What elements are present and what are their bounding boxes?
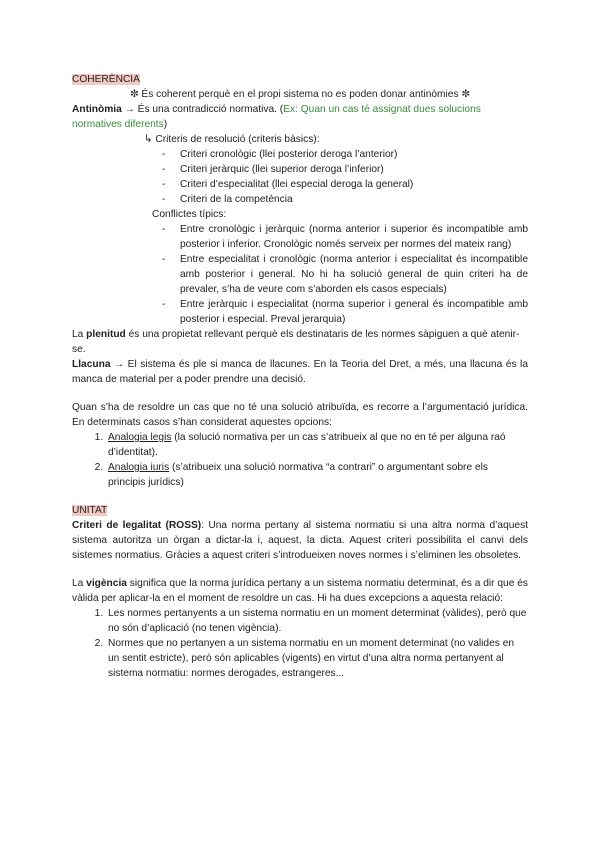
criteris-title: ↳ Criteris de resolució (criteris bàsics): — [144, 134, 320, 145]
list-item: - Criteri jeràrquic (llei superior deroga l’inferior) — [180, 162, 528, 177]
conflictes-list — [72, 222, 528, 327]
llacuna-term: Llacuna — [72, 359, 111, 370]
llacuna-paragraph: Llacuna → El sistema és ple si manca de llacunes. En la Teoria del Dret, a més, una llacuna és la manca de material per a poder prendre una decisió. — [72, 359, 528, 385]
document-page — [72, 72, 528, 681]
conflictes-title: Conflictes típics: — [152, 209, 227, 220]
list-item: - Entre especialitat i cronològic (norma anterior i especialitat és incompatible amb posterior i general. No hi ha solució general de quin criteri ha de prevaler, s’ha de veure com s’aborden els casos especials) — [180, 252, 528, 297]
antinomia-term: Antinòmia — [72, 104, 122, 115]
antinomia-paragraph: Antinòmia → És una contradicció normativa. (Ex: Quan un cas té assignat dues solucions normatives diferents) — [72, 104, 481, 130]
list-item: 2. Analogia iuris (s’atribueix una solució normativa “a contrari” o argumentant sobre els principis jurídics) — [106, 460, 528, 490]
list-item: - Entre jeràrquic i especialitat (norma superior i general és incompatible amb posterior i especial. Preval jerarquia) — [180, 297, 528, 327]
coherencia-heading: COHERÈNCIA — [72, 74, 140, 85]
criteri-legalitat-paragraph: Criteri de legalitat (ROSS): Una norma pertany al sistema normatiu si una altra norma d’aquest sistema autoritza un òrgan a dictar-la i, aquest, la dicta. Aquest criteri possibilita el canvi dels sistemes normatius. Gràcies a aquest criteri s’introdueixen noves normes i s’eliminen les obsoletes. — [72, 520, 528, 561]
plenitud-paragraph: La plenitud és una propietat rellevant perquè els destinataris de les normes sàpiguen a què atenir-se. — [72, 329, 520, 355]
list-item: - Entre cronològic i jeràrquic (norma anterior i superior és incompatible amb posterior i inferior. Cronològic només serveix per normes del mateix rang) — [180, 222, 528, 252]
antinomia-example: Ex: Quan un cas té assignat dues solucions normatives diferents — [72, 104, 481, 130]
list-item: - Criteri de la competència — [180, 192, 528, 207]
criteri-legalitat-term: Criteri de legalitat (ROSS) — [72, 520, 202, 531]
criteris-list — [72, 147, 528, 207]
quan-paragraph: Quan s’ha de resoldre un cas que no té una solució atribuïda, es recorre a l’argumentació jurídica. En determinats casos s’han considerat aquestes opcions: — [72, 402, 528, 428]
list-item: 1. Analogia legis (la solució normativa per un cas s’atribueix al que no en té per alguna raó d’identitat). — [106, 430, 528, 460]
list-item: 1. Les normes pertanyents a un sistema normatiu en un moment determinat (vàlides), però que no són d’aplicació (no tenen vigència). — [106, 606, 528, 636]
list-item: - Criteri d’especialitat (llei especial deroga la general) — [180, 177, 528, 192]
vigencia-paragraph: La vigència significa que la norma jurídica pertany a un sistema normatiu determinat, és a dir que és vàlida per aplicar-la en el moment de resoldre un cas. Hi ha dues excepcions a aquesta relació: — [72, 578, 528, 604]
plenitud-term: plenitud — [86, 329, 126, 340]
analogies-list — [72, 430, 528, 490]
coherencia-statement: ✼ És coherent perquè en el propi sistema no es poden donar antinòmies ✼ — [130, 89, 470, 100]
excepcions-list — [72, 606, 528, 681]
list-item: 2. Normes que no pertanyen a un sistema normatiu en un moment determinat (no valides en un sentit estricte), però són aplicables (vigents) en virtut d’una altra norma pertanyent al sistema normatiu: normes derogades, estrangeres... — [106, 636, 528, 681]
unitat-heading: UNITAT — [72, 505, 108, 516]
vigencia-term: vigència — [86, 578, 127, 589]
list-item: - Criteri cronològic (llei posterior deroga l’anterior) — [180, 147, 528, 162]
